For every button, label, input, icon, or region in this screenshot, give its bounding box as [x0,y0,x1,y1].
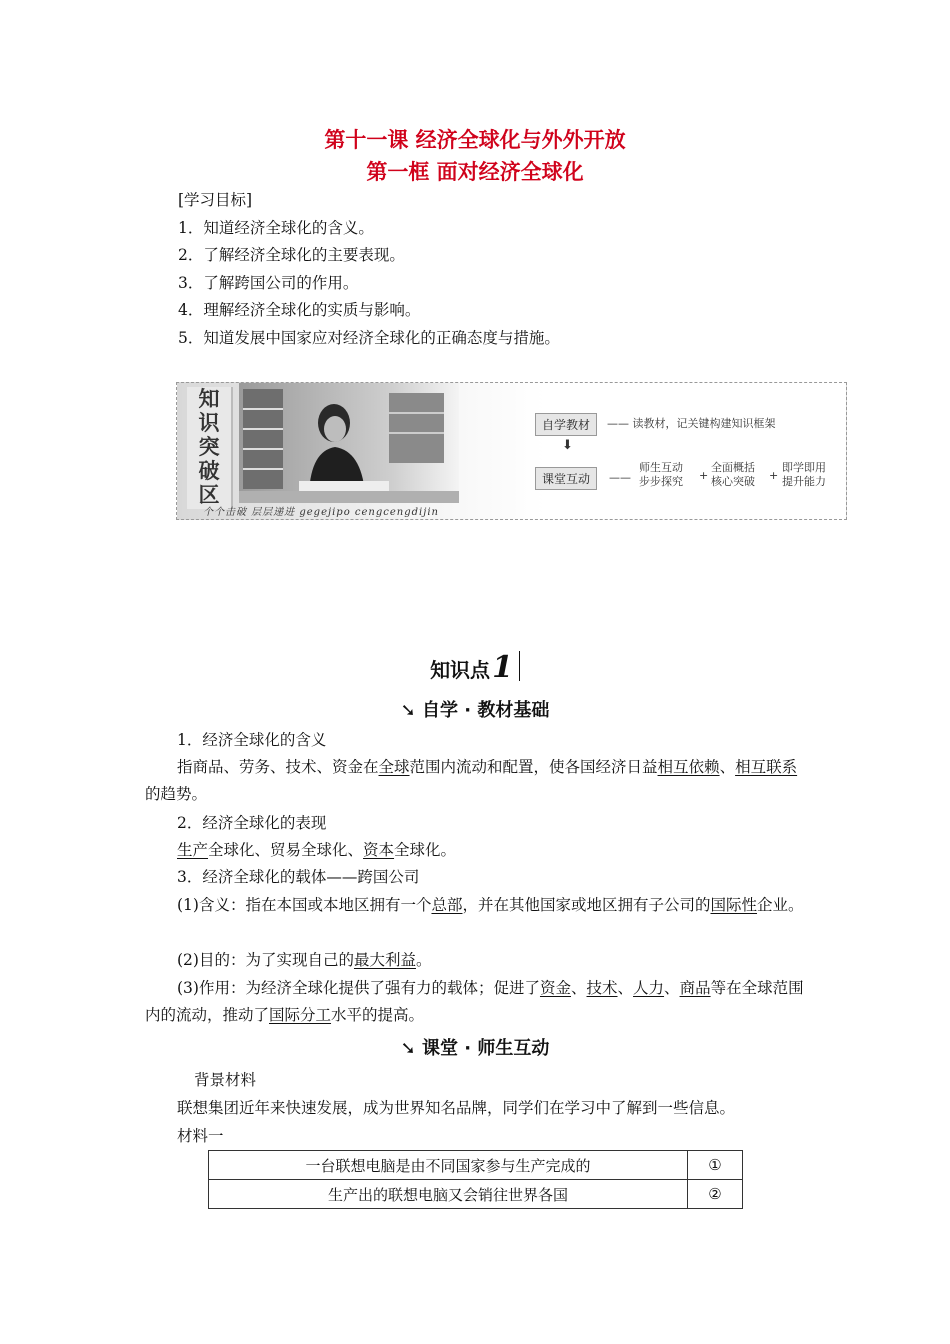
manifestation-paragraph: 生产全球化、贸易全球化、资本全球化。 [177,841,457,859]
self-study-heading-text: 自学 · 教材基础 [421,700,550,721]
arrow-icon: ➘ [400,700,422,721]
goal-item: 4．理解经济全球化的实质与影响。 [178,301,421,319]
banner-char: 破 [198,459,220,483]
material-label: 材料一 [177,1127,224,1145]
answer-blank: 国际性 [710,896,758,914]
library-photo [239,383,459,503]
table-row [209,1180,743,1209]
material-table [208,1150,743,1209]
header-divider [519,651,520,681]
role-paragraph: (3)作用：为经济全球化提供了强有力的载体；促进了资金、技术、人力、商品等在全球范围内的流动，推动了国际分工水平的提高。 [145,979,804,1024]
content-heading-1: 1．经济全球化的含义 [177,731,327,749]
lesson-title: 第十一课 经济全球化与外外开放 [324,127,626,152]
meaning-paragraph: (1)含义：指在本国或本地区拥有一个总部，并在其他国家或地区拥有子公司的国际性企业。 [177,896,804,914]
knowledge-banner [176,382,847,520]
definition-paragraph: 指商品、劳务、技术、资金在全球范围内流动和配置，使各国经济日益相互依赖、相互联系的趋势。 [145,758,798,803]
table-cell: 一台联想电脑是由不同国家参与生产完成的 [209,1151,688,1180]
answer-blank: 相互联系 [735,758,798,776]
step-teacher-interaction [639,461,683,489]
answer-blank: 相互依赖 [657,758,720,776]
knowledge-point-label: 知识点 [430,658,491,682]
goal-item: 2．了解经济全球化的主要表现。 [178,246,405,264]
classroom-box: 课堂互动 [535,467,597,490]
background-intro: 联想集团近年来快速发展，成为世界知名品牌，同学们在学习中了解到一些信息。 [177,1099,736,1117]
knowledge-point-number: 1 [492,650,513,685]
answer-blank: 全球 [378,758,410,776]
answer-blank: 技术 [586,979,618,997]
arrow-icon: ➘ [400,1038,422,1059]
step-label: 全面概括 [711,461,755,474]
answer-blank: 资本 [363,841,395,859]
plus-icon: + [699,469,709,482]
background-heading: 背景材料 [194,1071,257,1089]
answer-blank: 资金 [539,979,571,997]
section-title: 第一框 面对经济全球化 [366,159,584,184]
table-row [209,1151,743,1180]
answer-blank: 人力 [633,979,665,997]
knowledge-point-header [0,650,950,685]
answer-blank: 生产 [177,841,209,859]
table-cell-mark: ① [688,1151,743,1180]
content-heading-2: 2．经济全球化的表现 [177,814,327,832]
goal-item: 5．知道发展中国家应对经济全球化的正确态度与措施。 [178,329,560,347]
answer-blank: 商品 [679,979,711,997]
answer-blank: 最大利益 [353,951,416,969]
arrow-down-icon: ⬇ [562,438,573,453]
goal-item: 3．了解跨国公司的作用。 [178,274,359,292]
self-study-heading [0,696,950,722]
step-label: 核心突破 [711,475,755,488]
step-practice [782,461,826,489]
purpose-paragraph: (2)目的：为了实现自己的最大利益。 [177,951,432,969]
banner-caption: 个个击破 层层递进 gegejipo cengcengdijin [203,507,439,518]
table-cell-mark: ② [688,1180,743,1209]
banner-vertical-title [187,387,233,509]
banner-char: 突 [198,435,220,459]
plus-icon: + [769,469,779,482]
step-label: 提升能力 [782,475,826,488]
step-label: 即学即用 [782,461,826,474]
step-summary [711,461,755,489]
self-study-box: 自学教材 [535,413,597,436]
classroom-heading-text: 课堂 · 师生互动 [421,1038,550,1059]
banner-char: 识 [198,411,220,435]
dash-separator: —— [609,471,631,484]
step-label: 步步探究 [639,475,683,488]
answer-blank: 总部 [431,896,463,914]
banner-char: 知 [198,387,220,411]
self-study-desc: —— 读教材，记关键构建知识框架 [607,417,776,430]
answer-blank: 国际分工 [269,1006,332,1024]
goal-item: 1．知道经济全球化的含义。 [178,219,374,237]
goals-heading: [学习目标] [178,191,253,209]
banner-char: 区 [198,483,220,507]
classroom-heading [0,1034,950,1060]
table-cell: 生产出的联想电脑又会销往世界各国 [209,1180,688,1209]
step-label: 师生互动 [639,461,683,474]
content-heading-3: 3．经济全球化的载体——跨国公司 [177,868,420,886]
